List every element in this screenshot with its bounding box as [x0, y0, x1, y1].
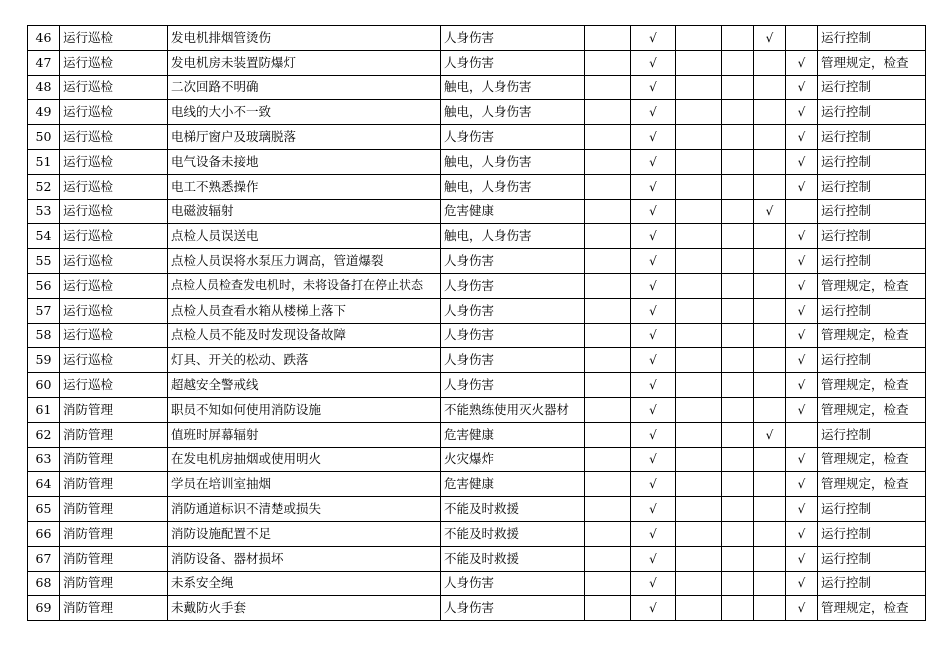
check-cell-5: [754, 521, 786, 546]
check-cell-2: √: [631, 199, 676, 224]
check-cell-2: √: [631, 546, 676, 571]
check-cell-5: [754, 125, 786, 150]
control-measure-cell: 运行控制: [818, 149, 926, 174]
category-cell: 运行巡检: [60, 273, 168, 298]
check-cell-2: √: [631, 521, 676, 546]
hazard-cell: 未戴防火手套: [168, 596, 441, 621]
check-cell-4: [722, 348, 754, 373]
consequence-cell: 人身伤害: [441, 298, 585, 323]
check-cell-2: √: [631, 298, 676, 323]
check-cell-3: [676, 373, 722, 398]
hazard-cell: 消防通道标识不清楚或损失: [168, 497, 441, 522]
table-row: [28, 546, 926, 571]
check-cell-1: [585, 373, 631, 398]
category-cell: 消防管理: [60, 422, 168, 447]
table-row: [28, 224, 926, 249]
check-cell-2: √: [631, 571, 676, 596]
check-cell-2: √: [631, 100, 676, 125]
table-row: [28, 199, 926, 224]
check-cell-6: √: [786, 397, 818, 422]
category-cell: 运行巡检: [60, 224, 168, 249]
table-row: [28, 273, 926, 298]
check-cell-4: [722, 298, 754, 323]
hazard-cell: 在发电机房抽烟或使用明火: [168, 447, 441, 472]
check-cell-4: [722, 422, 754, 447]
check-cell-5: √: [754, 199, 786, 224]
check-cell-6: √: [786, 348, 818, 373]
check-cell-5: [754, 571, 786, 596]
check-cell-6: √: [786, 174, 818, 199]
category-cell: 消防管理: [60, 497, 168, 522]
check-cell-6: √: [786, 571, 818, 596]
table-row: [28, 100, 926, 125]
row-number: 67: [28, 546, 60, 571]
control-measure-cell: 管理规定，检查: [818, 397, 926, 422]
control-measure-cell: 运行控制: [818, 571, 926, 596]
check-cell-4: [722, 497, 754, 522]
check-cell-3: [676, 348, 722, 373]
hazard-cell: 职员不知如何使用消防设施: [168, 397, 441, 422]
check-cell-6: √: [786, 100, 818, 125]
check-cell-5: [754, 75, 786, 100]
check-cell-5: [754, 149, 786, 174]
check-cell-6: √: [786, 497, 818, 522]
check-cell-4: [722, 249, 754, 274]
consequence-cell: 人身伤害: [441, 125, 585, 150]
table-row: [28, 472, 926, 497]
check-cell-4: [722, 174, 754, 199]
consequence-cell: 不能及时救援: [441, 546, 585, 571]
check-cell-4: [722, 224, 754, 249]
check-cell-3: [676, 26, 722, 51]
table-row: [28, 75, 926, 100]
category-cell: 消防管理: [60, 596, 168, 621]
check-cell-4: [722, 26, 754, 51]
consequence-cell: 触电，人身伤害: [441, 100, 585, 125]
consequence-cell: 人身伤害: [441, 348, 585, 373]
hazard-cell: 超越安全警戒线: [168, 373, 441, 398]
category-cell: 运行巡检: [60, 75, 168, 100]
hazard-cell: 点检人员误送电: [168, 224, 441, 249]
row-number: 46: [28, 26, 60, 51]
table-row: [28, 125, 926, 150]
check-cell-3: [676, 546, 722, 571]
hazard-cell: 点检人员误将水泵压力调高，管道爆裂: [168, 249, 441, 274]
table-row: [28, 596, 926, 621]
check-cell-3: [676, 447, 722, 472]
row-number: 59: [28, 348, 60, 373]
check-cell-4: [722, 596, 754, 621]
category-cell: 运行巡检: [60, 26, 168, 51]
consequence-cell: 人身伤害: [441, 323, 585, 348]
check-cell-6: [786, 422, 818, 447]
control-measure-cell: 运行控制: [818, 422, 926, 447]
check-cell-1: [585, 323, 631, 348]
consequence-cell: 不能及时救援: [441, 521, 585, 546]
consequence-cell: 触电，人身伤害: [441, 224, 585, 249]
control-measure-cell: 运行控制: [818, 521, 926, 546]
check-cell-6: √: [786, 224, 818, 249]
check-cell-6: [786, 199, 818, 224]
check-cell-1: [585, 149, 631, 174]
check-cell-1: [585, 125, 631, 150]
hazard-cell: 消防设备、器材损坏: [168, 546, 441, 571]
check-cell-5: [754, 447, 786, 472]
row-number: 69: [28, 596, 60, 621]
hazard-cell: 消防设施配置不足: [168, 521, 441, 546]
table-row: [28, 447, 926, 472]
check-cell-1: [585, 75, 631, 100]
category-cell: 消防管理: [60, 546, 168, 571]
check-cell-3: [676, 125, 722, 150]
check-cell-6: √: [786, 298, 818, 323]
hazard-cell: 值班时屏幕辐射: [168, 422, 441, 447]
table-row: [28, 298, 926, 323]
category-cell: 运行巡检: [60, 323, 168, 348]
table-row: [28, 422, 926, 447]
check-cell-6: √: [786, 323, 818, 348]
check-cell-1: [585, 224, 631, 249]
control-measure-cell: 运行控制: [818, 26, 926, 51]
hazard-cell: 电气设备未接地: [168, 149, 441, 174]
check-cell-5: √: [754, 26, 786, 51]
consequence-cell: 危害健康: [441, 472, 585, 497]
check-cell-1: [585, 50, 631, 75]
check-cell-2: √: [631, 224, 676, 249]
row-number: 58: [28, 323, 60, 348]
hazard-cell: 发电机排烟管烫伤: [168, 26, 441, 51]
category-cell: 消防管理: [60, 521, 168, 546]
check-cell-6: √: [786, 273, 818, 298]
consequence-cell: 人身伤害: [441, 249, 585, 274]
hazard-cell: 发电机房未装置防爆灯: [168, 50, 441, 75]
consequence-cell: 危害健康: [441, 199, 585, 224]
hazard-table: [27, 25, 926, 621]
check-cell-1: [585, 100, 631, 125]
consequence-cell: 火灾爆炸: [441, 447, 585, 472]
category-cell: 运行巡检: [60, 199, 168, 224]
row-number: 47: [28, 50, 60, 75]
check-cell-5: [754, 224, 786, 249]
row-number: 63: [28, 447, 60, 472]
hazard-cell: 未系安全绳: [168, 571, 441, 596]
check-cell-4: [722, 323, 754, 348]
category-cell: 运行巡检: [60, 100, 168, 125]
consequence-cell: 人身伤害: [441, 26, 585, 51]
check-cell-1: [585, 397, 631, 422]
table-row: [28, 521, 926, 546]
row-number: 50: [28, 125, 60, 150]
check-cell-5: √: [754, 422, 786, 447]
row-number: 62: [28, 422, 60, 447]
hazard-cell: 二次回路不明确: [168, 75, 441, 100]
check-cell-5: [754, 298, 786, 323]
consequence-cell: 触电，人身伤害: [441, 174, 585, 199]
control-measure-cell: 运行控制: [818, 249, 926, 274]
check-cell-2: √: [631, 472, 676, 497]
check-cell-5: [754, 174, 786, 199]
check-cell-4: [722, 373, 754, 398]
category-cell: 运行巡检: [60, 50, 168, 75]
check-cell-6: √: [786, 546, 818, 571]
category-cell: 运行巡检: [60, 249, 168, 274]
hazard-cell: 灯具、开关的松动、跌落: [168, 348, 441, 373]
check-cell-3: [676, 298, 722, 323]
check-cell-3: [676, 596, 722, 621]
row-number: 57: [28, 298, 60, 323]
check-cell-6: [786, 26, 818, 51]
category-cell: 运行巡检: [60, 174, 168, 199]
check-cell-2: √: [631, 26, 676, 51]
check-cell-5: [754, 249, 786, 274]
control-measure-cell: 运行控制: [818, 75, 926, 100]
check-cell-1: [585, 447, 631, 472]
check-cell-1: [585, 546, 631, 571]
check-cell-2: √: [631, 422, 676, 447]
control-measure-cell: 管理规定，检查: [818, 373, 926, 398]
check-cell-1: [585, 472, 631, 497]
consequence-cell: 不能熟练使用灭火器材: [441, 397, 585, 422]
check-cell-4: [722, 100, 754, 125]
check-cell-1: [585, 26, 631, 51]
check-cell-6: √: [786, 249, 818, 274]
control-measure-cell: 管理规定，检查: [818, 273, 926, 298]
check-cell-4: [722, 50, 754, 75]
check-cell-6: √: [786, 472, 818, 497]
check-cell-3: [676, 521, 722, 546]
table-row: [28, 323, 926, 348]
row-number: 64: [28, 472, 60, 497]
check-cell-1: [585, 298, 631, 323]
check-cell-5: [754, 472, 786, 497]
check-cell-2: √: [631, 174, 676, 199]
row-number: 54: [28, 224, 60, 249]
check-cell-1: [585, 273, 631, 298]
check-cell-2: √: [631, 249, 676, 274]
check-cell-6: √: [786, 447, 818, 472]
check-cell-5: [754, 497, 786, 522]
control-measure-cell: 管理规定，检查: [818, 596, 926, 621]
control-measure-cell: 运行控制: [818, 298, 926, 323]
control-measure-cell: 运行控制: [818, 497, 926, 522]
row-number: 60: [28, 373, 60, 398]
category-cell: 运行巡检: [60, 125, 168, 150]
check-cell-5: [754, 546, 786, 571]
consequence-cell: 触电，人身伤害: [441, 149, 585, 174]
table-row: [28, 348, 926, 373]
category-cell: 消防管理: [60, 397, 168, 422]
check-cell-1: [585, 422, 631, 447]
check-cell-2: √: [631, 323, 676, 348]
consequence-cell: 人身伤害: [441, 273, 585, 298]
check-cell-4: [722, 273, 754, 298]
table-row: [28, 50, 926, 75]
check-cell-4: [722, 546, 754, 571]
check-cell-1: [585, 596, 631, 621]
check-cell-5: [754, 323, 786, 348]
check-cell-6: √: [786, 373, 818, 398]
check-cell-3: [676, 323, 722, 348]
check-cell-2: √: [631, 75, 676, 100]
row-number: 55: [28, 249, 60, 274]
check-cell-3: [676, 497, 722, 522]
consequence-cell: 触电，人身伤害: [441, 75, 585, 100]
row-number: 48: [28, 75, 60, 100]
row-number: 51: [28, 149, 60, 174]
check-cell-2: √: [631, 125, 676, 150]
consequence-cell: 人身伤害: [441, 50, 585, 75]
check-cell-2: √: [631, 596, 676, 621]
hazard-cell: 学员在培训室抽烟: [168, 472, 441, 497]
check-cell-2: √: [631, 497, 676, 522]
check-cell-5: [754, 596, 786, 621]
check-cell-3: [676, 249, 722, 274]
check-cell-3: [676, 149, 722, 174]
hazard-cell: 点检人员检查发电机时，未将设备打在停止状态: [168, 273, 441, 298]
check-cell-2: √: [631, 273, 676, 298]
check-cell-3: [676, 472, 722, 497]
hazard-cell: 点检人员查看水箱从楼梯上落下: [168, 298, 441, 323]
check-cell-3: [676, 50, 722, 75]
consequence-cell: 人身伤害: [441, 373, 585, 398]
category-cell: 运行巡检: [60, 373, 168, 398]
check-cell-4: [722, 571, 754, 596]
row-number: 65: [28, 497, 60, 522]
consequence-cell: 人身伤害: [441, 596, 585, 621]
category-cell: 运行巡检: [60, 348, 168, 373]
control-measure-cell: 运行控制: [818, 125, 926, 150]
control-measure-cell: 运行控制: [818, 100, 926, 125]
control-measure-cell: 管理规定，检查: [818, 323, 926, 348]
control-measure-cell: 管理规定，检查: [818, 50, 926, 75]
row-number: 56: [28, 273, 60, 298]
check-cell-3: [676, 100, 722, 125]
consequence-cell: 人身伤害: [441, 571, 585, 596]
control-measure-cell: 管理规定，检查: [818, 472, 926, 497]
check-cell-4: [722, 472, 754, 497]
check-cell-4: [722, 125, 754, 150]
row-number: 49: [28, 100, 60, 125]
consequence-cell: 危害健康: [441, 422, 585, 447]
check-cell-4: [722, 447, 754, 472]
hazard-cell: 点检人员不能及时发现设备故障: [168, 323, 441, 348]
check-cell-2: √: [631, 397, 676, 422]
table-row: [28, 571, 926, 596]
check-cell-5: [754, 100, 786, 125]
category-cell: 消防管理: [60, 472, 168, 497]
check-cell-1: [585, 199, 631, 224]
control-measure-cell: 运行控制: [818, 546, 926, 571]
table-row: [28, 149, 926, 174]
check-cell-6: √: [786, 596, 818, 621]
consequence-cell: 不能及时救援: [441, 497, 585, 522]
check-cell-5: [754, 397, 786, 422]
check-cell-5: [754, 50, 786, 75]
check-cell-6: √: [786, 125, 818, 150]
check-cell-4: [722, 199, 754, 224]
row-number: 66: [28, 521, 60, 546]
check-cell-3: [676, 174, 722, 199]
table-row: [28, 397, 926, 422]
category-cell: 消防管理: [60, 447, 168, 472]
table-row: [28, 174, 926, 199]
hazard-cell: 电线的大小不一致: [168, 100, 441, 125]
row-number: 53: [28, 199, 60, 224]
check-cell-1: [585, 521, 631, 546]
check-cell-6: √: [786, 149, 818, 174]
check-cell-1: [585, 174, 631, 199]
check-cell-2: √: [631, 373, 676, 398]
row-number: 52: [28, 174, 60, 199]
check-cell-3: [676, 273, 722, 298]
check-cell-5: [754, 348, 786, 373]
check-cell-1: [585, 249, 631, 274]
check-cell-1: [585, 497, 631, 522]
category-cell: 消防管理: [60, 571, 168, 596]
check-cell-4: [722, 521, 754, 546]
check-cell-4: [722, 149, 754, 174]
table-row: [28, 373, 926, 398]
check-cell-6: √: [786, 75, 818, 100]
check-cell-3: [676, 397, 722, 422]
check-cell-1: [585, 571, 631, 596]
check-cell-1: [585, 348, 631, 373]
check-cell-3: [676, 224, 722, 249]
hazard-cell: 电磁波辐射: [168, 199, 441, 224]
check-cell-2: √: [631, 348, 676, 373]
hazard-cell: 电工不熟悉操作: [168, 174, 441, 199]
hazard-cell: 电梯厅窗户及玻璃脱落: [168, 125, 441, 150]
check-cell-6: √: [786, 521, 818, 546]
check-cell-5: [754, 373, 786, 398]
check-cell-2: √: [631, 149, 676, 174]
check-cell-2: √: [631, 50, 676, 75]
check-cell-3: [676, 422, 722, 447]
control-measure-cell: 运行控制: [818, 174, 926, 199]
check-cell-4: [722, 397, 754, 422]
check-cell-3: [676, 571, 722, 596]
control-measure-cell: 运行控制: [818, 199, 926, 224]
table-row: [28, 497, 926, 522]
check-cell-3: [676, 75, 722, 100]
check-cell-5: [754, 273, 786, 298]
control-measure-cell: 管理规定，检查: [818, 447, 926, 472]
category-cell: 运行巡检: [60, 298, 168, 323]
table-row: [28, 26, 926, 51]
check-cell-3: [676, 199, 722, 224]
row-number: 61: [28, 397, 60, 422]
check-cell-2: √: [631, 447, 676, 472]
check-cell-4: [722, 75, 754, 100]
table-row: [28, 249, 926, 274]
control-measure-cell: 运行控制: [818, 348, 926, 373]
control-measure-cell: 运行控制: [818, 224, 926, 249]
row-number: 68: [28, 571, 60, 596]
category-cell: 运行巡检: [60, 149, 168, 174]
check-cell-6: √: [786, 50, 818, 75]
